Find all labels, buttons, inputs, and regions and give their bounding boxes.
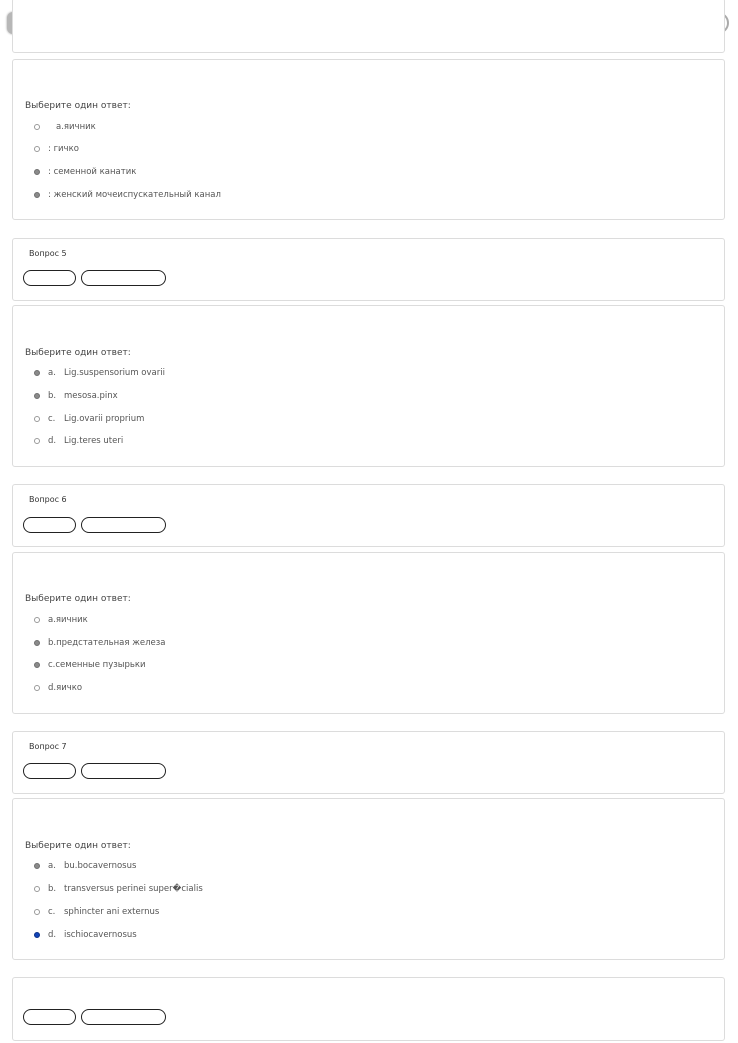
radio-button[interactable] — [34, 662, 40, 668]
radio-button[interactable] — [34, 370, 40, 376]
question-header-card-next — [12, 977, 725, 1041]
answer-prompt: Выберите один ответ: — [25, 594, 131, 604]
answer-card-q7 — [12, 798, 725, 960]
radio-button[interactable] — [34, 124, 40, 130]
answer-card-q6 — [12, 552, 725, 714]
radio-button[interactable] — [34, 146, 40, 152]
edit-question-button[interactable] — [81, 763, 166, 779]
question-header-card-q7 — [12, 731, 725, 794]
option-a[interactable]: a. bu.bocavernosus — [34, 860, 136, 872]
radio-button[interactable] — [34, 909, 40, 915]
question-header-card-partial — [12, 0, 725, 53]
question-header-card-q5 — [12, 238, 725, 301]
option-c[interactable]: c.семенные пузырьки — [34, 659, 146, 671]
answer-prompt: Выберите один ответ: — [25, 101, 131, 111]
radio-button[interactable] — [34, 617, 40, 623]
option-a[interactable]: a. Lig.suspensorium ovarii — [34, 367, 165, 379]
answer-prompt: Выберите один ответ: — [25, 348, 131, 358]
answer-prompt: Выберите один ответ: — [25, 841, 131, 851]
option-a[interactable]: а.яичник — [34, 121, 96, 133]
question-title: Вопрос 7 — [29, 742, 67, 751]
option-c[interactable]: c. Lig.ovarii proprium — [34, 413, 144, 425]
radio-button[interactable] — [34, 640, 40, 646]
answer-card-q5 — [12, 305, 725, 467]
radio-button[interactable] — [34, 192, 40, 198]
radio-button[interactable] — [34, 685, 40, 691]
flag-button[interactable] — [23, 763, 76, 779]
option-b[interactable]: b.предстательная железа — [34, 637, 165, 649]
radio-button[interactable] — [34, 438, 40, 444]
option-b[interactable]: b. transversus perinei super�cialis — [34, 883, 203, 895]
option-d[interactable]: d.яичко — [34, 682, 82, 694]
radio-button[interactable] — [34, 393, 40, 399]
radio-button[interactable] — [34, 863, 40, 869]
option-b[interactable]: : гичко — [34, 143, 79, 155]
option-c[interactable]: : семенной канатик — [34, 166, 136, 178]
question-title: Вопрос 5 — [29, 249, 67, 258]
option-d[interactable]: d. ischiocavernosus — [34, 929, 137, 941]
radio-button[interactable] — [34, 169, 40, 175]
radio-button[interactable] — [34, 932, 40, 938]
radio-button[interactable] — [34, 416, 40, 422]
option-d[interactable]: d. Lig.teres uteri — [34, 435, 123, 447]
flag-button[interactable] — [23, 270, 76, 286]
question-title: Вопрос 6 — [29, 495, 67, 504]
flag-button[interactable] — [23, 1009, 76, 1025]
question-header-card-q6 — [12, 484, 725, 547]
edit-question-button[interactable] — [81, 1009, 166, 1025]
option-c[interactable]: c. sphincter ani externus — [34, 906, 159, 918]
flag-button[interactable] — [23, 517, 76, 533]
option-a[interactable]: a.яичник — [34, 614, 88, 626]
edit-question-button[interactable] — [81, 270, 166, 286]
radio-button[interactable] — [34, 886, 40, 892]
edit-question-button[interactable] — [81, 517, 166, 533]
option-b[interactable]: b. mesosa.pinx — [34, 390, 118, 402]
option-d[interactable]: : женский мочеиспускательный канал — [34, 189, 221, 201]
answer-card-q4 — [12, 59, 725, 220]
